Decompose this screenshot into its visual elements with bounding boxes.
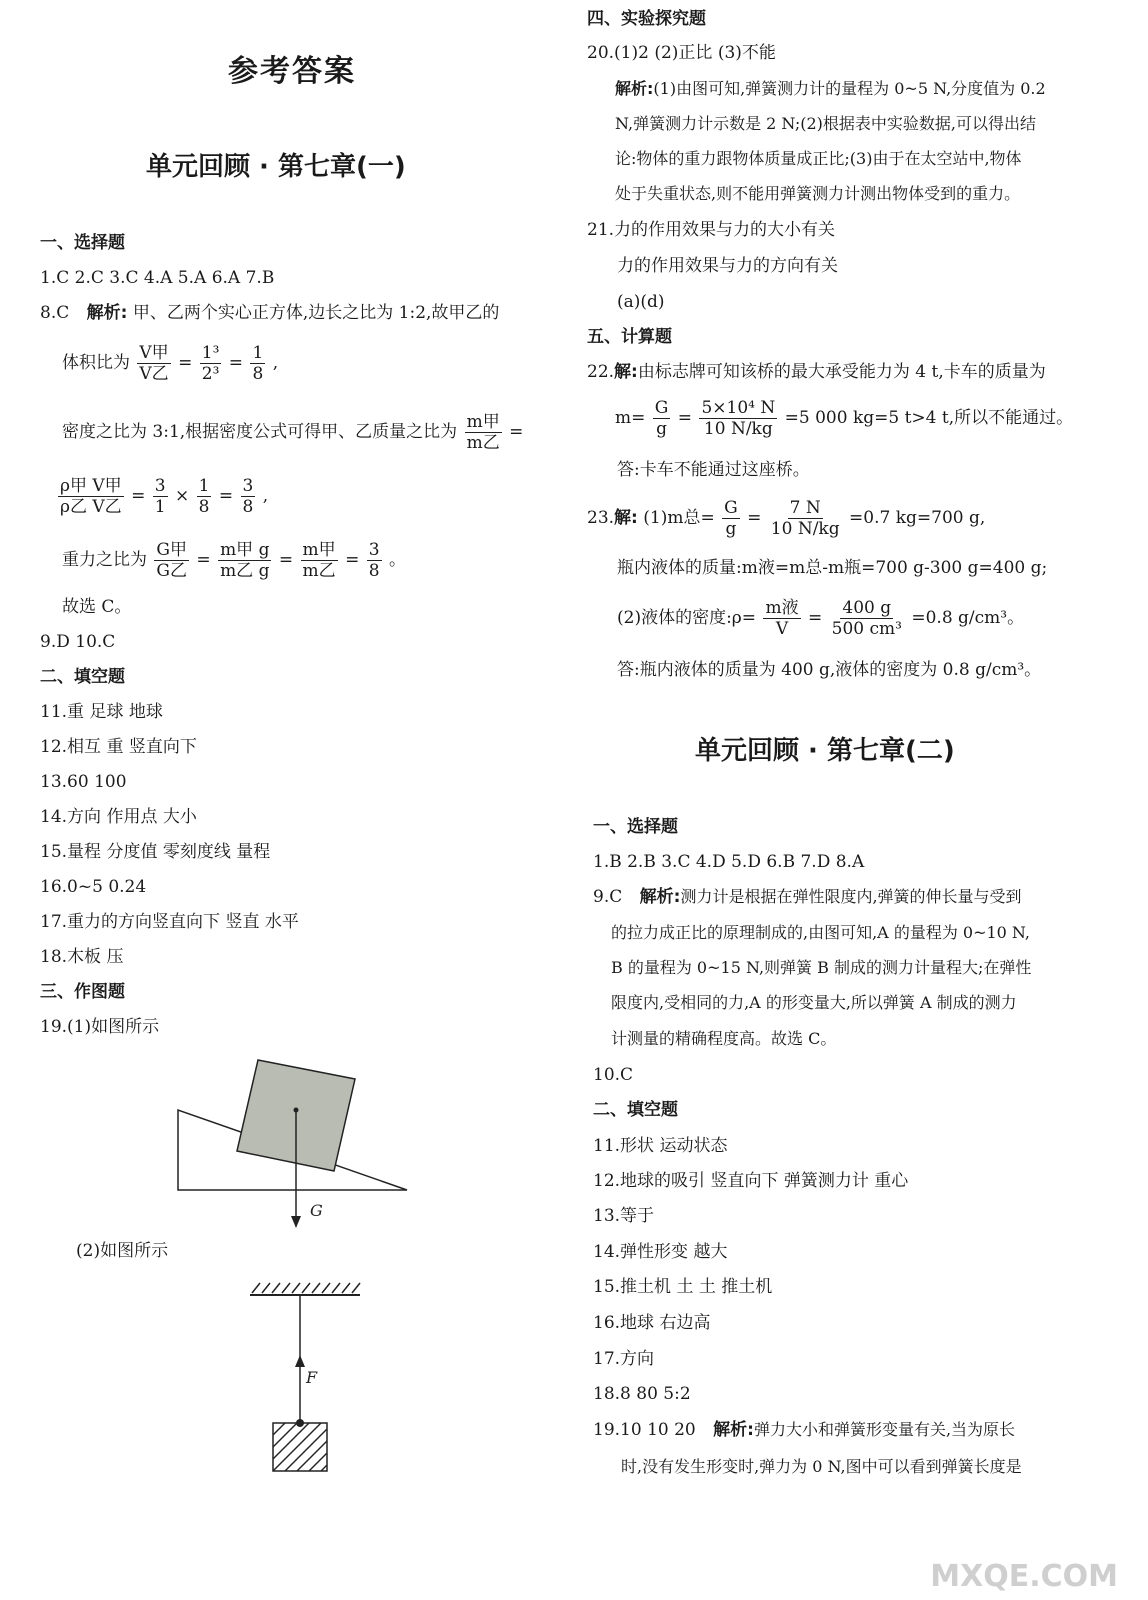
q20-analysis: N,弹簧测力计示数是 2 N;(2)根据表中实验数据,可以得出结 [615, 114, 1036, 133]
fraction [465, 412, 502, 453]
fill-item: 17.重力的方向竖直向下 竖直 水平 [40, 912, 299, 932]
equals: = [178, 353, 193, 373]
numerator: m甲 g [220, 540, 270, 560]
fraction [699, 398, 777, 439]
section-heading: 一、选择题 [40, 233, 125, 253]
answer-line: 19.(1)如图所示 [40, 1017, 160, 1037]
text: 由标志牌可知该桥的最大承受能力为 4 t,卡车的质量为 [637, 362, 1046, 382]
text: 测力计是根据在弹性限度内,弹簧的伸长量与受到 [680, 887, 1022, 906]
fill-item: 12.相互 重 竖直向下 [40, 737, 197, 757]
analysis-label: 解析: [713, 1420, 754, 1440]
right-column [575, 0, 1148, 1600]
section-heading: 五、计算题 [587, 327, 672, 347]
fill-item: 14.弹性形变 越大 [593, 1242, 728, 1262]
analysis-label: 解析: [86, 303, 128, 323]
q22-formula [615, 398, 1073, 439]
q8-mass-ratio [56, 476, 268, 517]
q9-analysis: 计测量的精确程度高。故选 C。 [611, 1029, 837, 1048]
answer-line: 1.B 2.B 3.C 4.D 5.D 6.B 7.D 8.A [593, 852, 865, 872]
q20-analysis: 论:物体的重力跟物体质量成正比;(3)由于在太空站中,物体 [615, 149, 1022, 168]
answer-line: 1.C 2.C 3.C 4.A 5.A 6.A 7.B [40, 268, 275, 288]
denominator: V [775, 619, 789, 639]
fill-item: 13.60 100 [40, 772, 127, 792]
equals: = [807, 608, 823, 628]
fraction [769, 498, 842, 539]
fill-item: 13.等于 [593, 1206, 655, 1226]
numerator: m液 [765, 598, 799, 618]
answer-q22 [587, 361, 1046, 383]
q9-number: 9.C [593, 887, 623, 907]
equals: = [747, 508, 762, 528]
answer-line: 9.D 10.C [40, 632, 116, 652]
denominator: m乙 [466, 433, 500, 453]
denominator: 2³ [201, 364, 220, 384]
force-label: F [306, 1368, 318, 1387]
q8-gravity-ratio [62, 540, 406, 581]
equals: = [278, 550, 294, 570]
numerator: 400 g [842, 598, 892, 618]
denominator: 10 N/kg [703, 419, 773, 439]
fraction [722, 498, 740, 539]
comma: , [262, 486, 269, 506]
q23-number: 23. [587, 508, 615, 528]
analysis-label: 解析: [615, 79, 654, 98]
fraction [653, 398, 671, 439]
answer-q19 [593, 1419, 1015, 1441]
fill-item: 17.方向 [593, 1349, 655, 1369]
numerator: 3 [154, 476, 166, 496]
comma: , [272, 353, 279, 373]
q19-analysis: 时,没有发生形变时,弹力为 0 N,图中可以看到弹簧长度是 [621, 1457, 1022, 1476]
fill-item: 14.方向 作用点 大小 [40, 807, 197, 827]
result: =0.7 kg=700 g, [849, 508, 986, 528]
q9-analysis: 限度内,受相同的力,A 的形变量大,所以弹簧 A 制成的测力 [611, 993, 1017, 1012]
numerator: 3 [368, 540, 380, 560]
fraction [250, 343, 265, 384]
numerator: 3 [242, 476, 254, 496]
fraction [154, 540, 189, 581]
ceiling-hatch [252, 1283, 360, 1293]
q9-analysis: B 的量程为 0~15 N,则弹簧 B 制成的测力计量程大;在弹性 [611, 958, 1032, 977]
denominator: V乙 [139, 364, 169, 384]
denominator: 8 [368, 561, 380, 581]
page-title: 参考答案 [228, 54, 356, 89]
answer-q21: 21.力的作用效果与力的大小有关 [587, 220, 836, 240]
answer-q23 [587, 498, 985, 539]
denominator: 10 N/kg [770, 519, 840, 539]
equals: = [677, 408, 693, 428]
fill-item: 18.木板 压 [40, 947, 124, 967]
numerator: G [654, 398, 669, 418]
numerator: m甲 [302, 540, 336, 560]
fill-item: 12.地球的吸引 竖直向下 弹簧测力计 重心 [593, 1171, 909, 1191]
q8-volume-ratio [62, 343, 278, 384]
watermark: MXQE.COM [930, 1559, 1118, 1594]
fill-item: 15.量程 分度值 零刻度线 量程 [40, 842, 271, 862]
text: (1)m总= [643, 508, 715, 528]
denominator: ρ乙 V乙 [60, 497, 122, 517]
q9-analysis: 的拉力成正比的原理制成的,由图可知,A 的量程为 0~10 N, [611, 923, 1030, 942]
fraction [218, 540, 271, 581]
answer-q8 [40, 302, 499, 324]
denominator: 8 [242, 497, 254, 517]
solution-label: 解: [614, 362, 638, 382]
numerator: V甲 [139, 343, 169, 363]
chapter2-title: 单元回顾 · 第七章(二) [695, 736, 955, 766]
numerator: ρ甲 V甲 [60, 476, 122, 496]
fill-item: 11.形状 运动状态 [593, 1136, 728, 1156]
section-heading: 三、作图题 [40, 982, 125, 1002]
text: m= [615, 408, 646, 428]
q23-line: 瓶内液体的质量:m液=m总-m瓶=700 g-300 g=400 g; [617, 558, 1048, 578]
q23-answer: 答:瓶内液体的质量为 400 g,液体的密度为 0.8 g/cm³。 [617, 660, 1042, 680]
times: × [174, 486, 190, 506]
fraction [763, 598, 800, 639]
result: =5 000 kg=5 t>4 t,所以不能通过。 [784, 408, 1074, 428]
section-heading: 二、填空题 [593, 1100, 678, 1120]
q19-number: 19.10 10 20 [593, 1420, 696, 1440]
answer-q20: 20.(1)2 (2)正比 (3)不能 [587, 43, 776, 63]
equals: = [345, 550, 360, 570]
hanging-weight-figure [240, 1275, 370, 1480]
fraction [301, 540, 338, 581]
denominator: m乙 g [220, 561, 270, 581]
equals: = [218, 486, 234, 506]
fraction [200, 343, 222, 384]
numerator: G甲 [156, 540, 187, 560]
numerator: 1 [252, 343, 264, 363]
fraction [830, 598, 904, 639]
fraction [197, 476, 212, 517]
section-heading: 二、填空题 [40, 667, 125, 687]
fill-item: 18.8 80 5:2 [593, 1384, 691, 1404]
numerator: 7 N [789, 498, 821, 518]
equals: = [228, 353, 244, 373]
answer-q9 [593, 886, 1022, 908]
center-of-gravity [294, 1108, 299, 1113]
incline-gravity-figure [170, 1050, 420, 1240]
denominator: g [656, 419, 668, 439]
answer-q21: 力的作用效果与力的方向有关 [617, 256, 838, 276]
equals: = [509, 422, 524, 442]
answer-line: (2)如图所示 [76, 1241, 169, 1261]
denominator: m乙 [302, 561, 336, 581]
denominator: 8 [252, 364, 264, 384]
fill-item: 15.推土机 土 土 推土机 [593, 1277, 773, 1297]
fill-item: 16.0~5 0.24 [40, 877, 147, 897]
arrow-head [291, 1216, 301, 1228]
denominator: 8 [198, 497, 210, 517]
fill-item: 16.地球 右边高 [593, 1313, 711, 1333]
numerator: m甲 [466, 412, 500, 432]
q20-analysis: 处于失重状态,则不能用弹簧测力计测出物体受到的重力。 [615, 184, 1021, 203]
fraction [58, 476, 124, 517]
section-heading: 四、实验探究题 [587, 9, 706, 29]
answer-q21: (a)(d) [617, 292, 665, 312]
q22-number: 22. [587, 362, 615, 382]
denominator: g [725, 519, 737, 539]
text: (1)由图可知,弹簧测力计的量程为 0~5 N,分度值为 0.2 [653, 79, 1046, 98]
text: 弹力大小和弹簧形变量有关,当为原长 [753, 1420, 1016, 1439]
q23-density [617, 598, 1024, 639]
force-arrow-head [295, 1355, 305, 1367]
equals: = [196, 550, 211, 570]
section-heading: 一、选择题 [593, 817, 678, 837]
gravity-label: G [310, 1201, 323, 1220]
fraction [367, 540, 382, 581]
analysis-label: 解析: [639, 887, 681, 907]
denominator: 500 cm³ [831, 619, 902, 639]
answer-line: 10.C [593, 1065, 634, 1085]
solution-label: 解: [614, 508, 638, 528]
q8-number: 8.C [40, 303, 70, 323]
fraction [153, 476, 168, 517]
chapter1-title: 单元回顾 · 第七章(一) [146, 152, 406, 182]
q8-text: 甲、乙两个实心正方体,边长之比为 1:2,故甲乙的 [132, 303, 500, 323]
text: 密度之比为 3:1,根据密度公式可得甲、乙质量之比为 [62, 422, 458, 442]
fraction [137, 343, 170, 384]
denominator: G乙 [156, 561, 187, 581]
q20-analysis [615, 78, 1046, 100]
period: 。 [388, 550, 406, 570]
q8-density-line [62, 412, 523, 453]
q22-answer: 答:卡车不能通过这座桥。 [617, 460, 810, 480]
fill-item: 11.重 足球 地球 [40, 702, 163, 722]
numerator: 5×10⁴ N [701, 398, 776, 418]
text: 重力之比为 [62, 550, 147, 570]
equals: = [131, 486, 146, 506]
q8-conclusion: 故选 C。 [62, 597, 132, 617]
numerator: 1³ [201, 343, 220, 363]
text: (2)液体的密度:ρ= [617, 608, 757, 628]
result: =0.8 g/cm³。 [911, 608, 1025, 628]
numerator: 1 [198, 476, 210, 496]
fraction [241, 476, 256, 517]
denominator: 1 [154, 497, 166, 517]
numerator: G [724, 498, 738, 518]
text: 体积比为 [62, 353, 130, 373]
attach-point [296, 1419, 304, 1427]
